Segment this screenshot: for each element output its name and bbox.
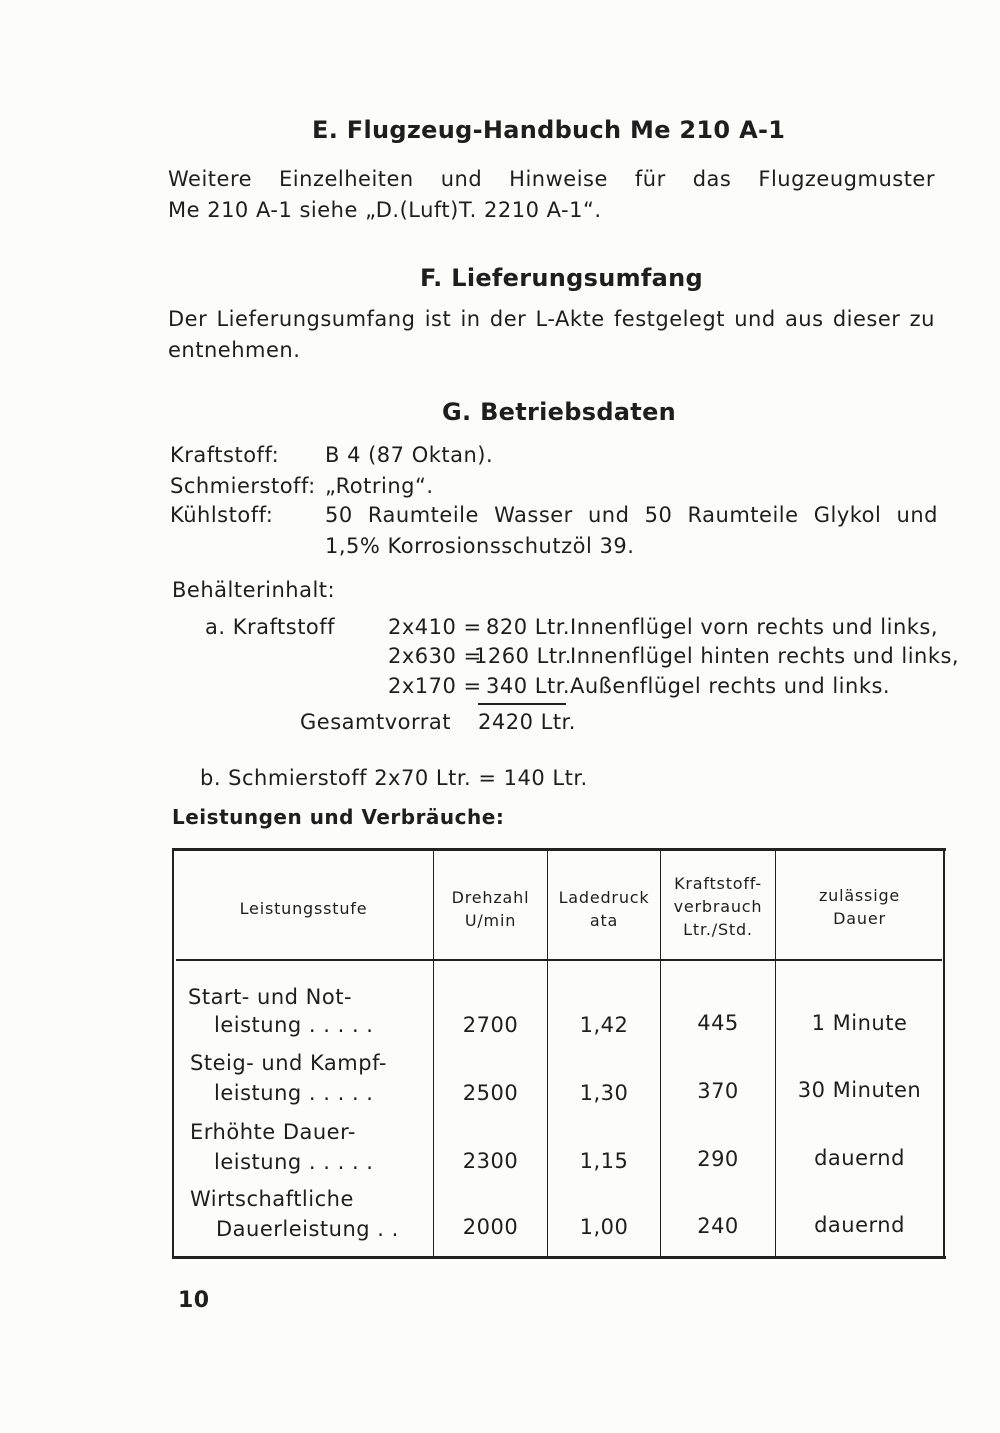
fuel-cell: 370 [697, 1079, 739, 1103]
duration-cell: dauernd [814, 1213, 905, 1237]
row-label: Steig- und Kampf- [190, 1051, 387, 1075]
lube-value: „Rotring“. [325, 474, 434, 498]
header-kraftstoffverbrauch: Kraftstoff- verbrauch Ltr./Std. [673, 874, 763, 939]
tank-desc: Innenflügel hinten rechts und links, [570, 644, 960, 668]
section-f-text-1: Der Lieferungsumfang ist in der L-Akte festgelegt und aus dieser zu [168, 307, 935, 331]
row-label: Dauerleistung . . [216, 1217, 399, 1241]
lube-label: Schmierstoff: [170, 474, 316, 498]
row-label: leistung . . . . . [214, 1150, 374, 1174]
tank-amount: 1260 Ltr. [474, 644, 572, 668]
sum-rule [478, 703, 566, 705]
header-ladedruck: Ladedruck ata [558, 888, 650, 930]
tank-amount: 820 Ltr. [486, 615, 571, 639]
fuel-cell: 445 [697, 1011, 739, 1035]
row-label: Start- und Not- [188, 985, 353, 1009]
fuel-value: B 4 (87 Oktan). [325, 443, 494, 467]
ata-cell: 1,30 [579, 1081, 629, 1105]
perf-title: Leistungen und Verbräuche: [172, 805, 505, 829]
tank-amount: 340 Ltr. [486, 674, 571, 698]
total-label: Gesamtvorrat [300, 710, 451, 734]
row-label: leistung . . . . . [214, 1081, 374, 1105]
ata-cell: 1,15 [579, 1149, 629, 1173]
duration-cell: 30 Minuten [797, 1078, 922, 1102]
tank-desc: Innenflügel vorn rechts und links, [570, 615, 939, 639]
rpm-cell: 2300 [462, 1149, 519, 1173]
fuel-cell: 240 [697, 1214, 739, 1238]
ata-cell: 1,00 [579, 1215, 629, 1239]
section-f-title: F. Lieferungsumfang [420, 264, 704, 292]
rpm-cell: 2500 [462, 1081, 519, 1105]
section-f-text-2: entnehmen. [168, 338, 301, 362]
coolant-value-1: 50 Raumteile Wasser und 50 Raumteile Glykol und [325, 503, 938, 527]
lube-tank-line: b. Schmierstoff 2x70 Ltr. = 140 Ltr. [200, 766, 588, 790]
section-g-title: G. Betriebsdaten [442, 398, 677, 426]
tank-label: Behälterinhalt: [172, 578, 336, 602]
row-label: Wirtschaftliche [190, 1187, 354, 1211]
ata-cell: 1,42 [579, 1013, 629, 1037]
header-leistungsstufe: Leistungsstufe [239, 899, 368, 918]
total-value: 2420 Ltr. [478, 710, 576, 734]
row-label: leistung . . . . . [214, 1013, 374, 1037]
rpm-cell: 2700 [462, 1013, 519, 1037]
tank-a-label: a. Kraftstoff [205, 615, 336, 639]
section-e-title: E. Flugzeug-Handbuch Me 210 A-1 [312, 116, 786, 144]
fuel-cell: 290 [697, 1147, 739, 1171]
coolant-label: Kühlstoff: [170, 503, 274, 527]
duration-cell: dauernd [814, 1146, 905, 1170]
tank-calc: 2x410 = [388, 615, 482, 639]
duration-cell: 1 Minute [811, 1011, 908, 1035]
tank-calc: 2x170 = [388, 674, 482, 698]
section-e-text-1: Weitere Einzelheiten und Hinweise für das Flugzeugmuster [168, 167, 935, 191]
section-e-text-2: Me 210 A-1 siehe „D.(Luft)T. 2210 A-1“. [168, 198, 602, 222]
tank-calc: 2x630 = [388, 644, 482, 668]
header-dauer: zulässige Dauer [818, 886, 901, 928]
tank-desc: Außenflügel rechts und links. [570, 674, 891, 698]
coolant-value-2: 1,5% Korrosionsschutzöl 39. [325, 534, 635, 558]
fuel-label: Kraftstoff: [170, 443, 280, 467]
row-label: Erhöhte Dauer- [190, 1120, 356, 1144]
page-number: 10 [178, 1288, 210, 1313]
rpm-cell: 2000 [462, 1215, 519, 1239]
header-drehzahl: Drehzahl U/min [451, 888, 530, 930]
